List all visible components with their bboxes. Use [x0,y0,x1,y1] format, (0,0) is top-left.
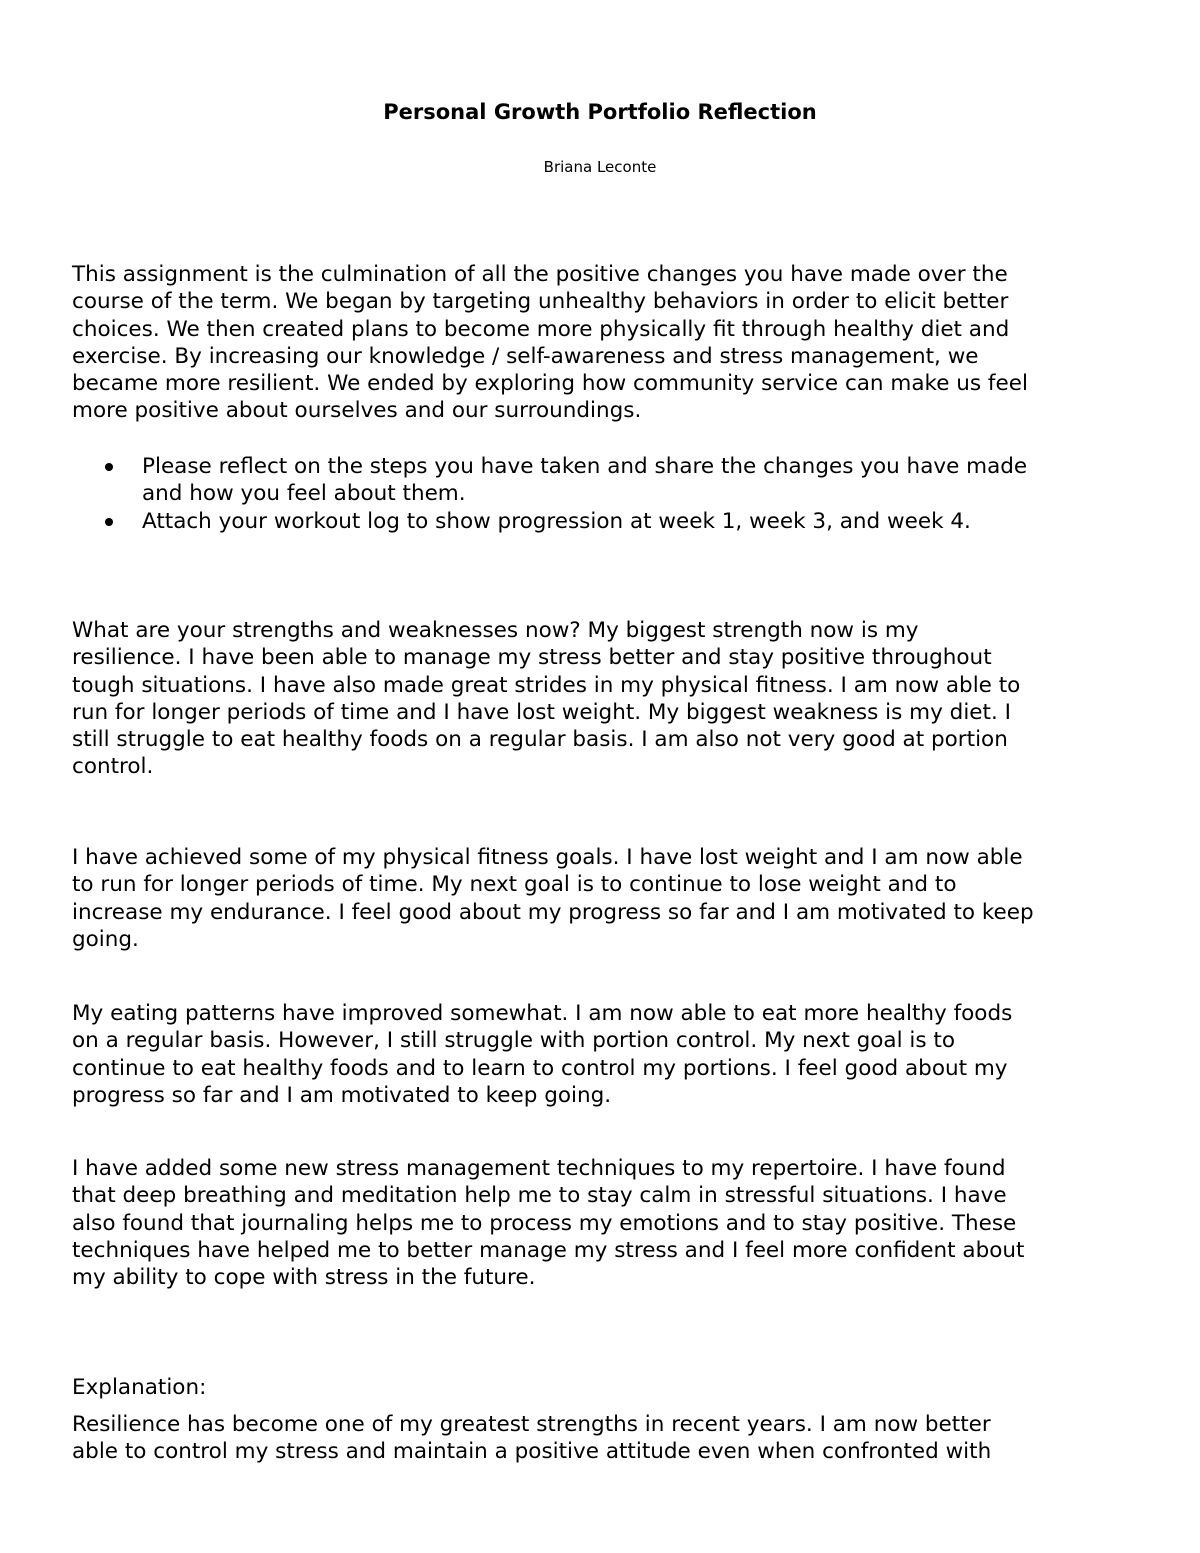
stress-line: that deep breathing and meditation help me to stay calm in stressful situations. I have [72,1183,1007,1209]
intro-line: became more resilient. We ended by exploring how community service can make us feel [72,371,1028,397]
stress-line: also found that journaling helps me to process my emotions and to stay positive. These [72,1210,1017,1236]
strengths-line: tough situations. I have also made great strides in my physical fitness. I am now able to [72,672,1021,698]
explanation-line: able to control my stress and maintain a positive attitude even when confronted with [72,1439,992,1465]
eating-paragraph [72,1000,1137,1109]
stress-paragraph [72,1155,1137,1291]
document-title: Personal Growth Portfolio Reflection [383,100,817,124]
eating-line: My eating patterns have improved somewhat. I am now able to eat more healthy foods [72,1001,1013,1026]
intro-paragraph [72,261,1137,425]
instruction-line: Attach your workout log to show progression at week 1, week 3, and week 4. [142,508,971,534]
intro-line: more positive about ourselves and our surroundings. [72,398,642,424]
eating-line: on a regular basis. However, I still struggle with portion control. My next goal is to [72,1028,956,1054]
eating-line: progress so far and I am motivated to keep going. [72,1082,612,1108]
intro-line: exercise. By increasing our knowledge / self-awareness and stress management, we [72,343,979,369]
fitness-line: to run for longer periods of time. My next goal is to continue to lose weight and to [72,872,957,898]
instruction-item [72,508,1137,535]
fitness-line: increase my endurance. I feel good about my progress so far and I am motivated to keep [72,899,1034,925]
instruction-line: and how you feel about them. [142,481,466,507]
strengths-line: What are your strengths and weaknesses now? My biggest strength now is my [72,618,919,643]
bullet-icon [105,463,113,471]
stress-line: techniques have helped me to better manage my stress and I feel more confident about [72,1237,1025,1263]
fitness-line: I have achieved some of my physical fitness goals. I have lost weight and I am now able [72,845,1023,870]
instruction-list [72,453,1137,535]
strengths-line: control. [72,754,154,780]
instruction-line: Please reflect on the steps you have taken and share the changes you have made [142,454,1028,479]
strengths-line: resilience. I have been able to manage my stress better and stay positive throughout [72,645,992,671]
author-name: Briana Leconte [543,158,657,176]
strengths-line: still struggle to eat healthy foods on a regular basis. I am also not very good at portion [72,727,1008,753]
fitness-paragraph [72,844,1137,953]
fitness-line: going. [72,926,139,952]
stress-line: my ability to cope with stress in the future. [72,1265,536,1291]
bullet-icon [105,518,113,526]
instruction-item [72,453,1137,508]
strengths-paragraph [72,617,1137,781]
intro-line: course of the term. We began by targeting unhealthy behaviors in order to elicit better [72,289,1009,315]
explanation-heading: Explanation: [72,1375,207,1400]
intro-line: This assignment is the culmination of all the positive changes you have made over the [72,262,1008,287]
explanation-line: Resilience has become one of my greatest strengths in recent years. I am now better [72,1412,991,1437]
eating-line: continue to eat healthy foods and to learn to control my portions. I feel good about my [72,1055,1008,1081]
intro-line: choices. We then created plans to become more physically fit through healthy diet and [72,316,1010,342]
stress-line: I have added some new stress management techniques to my repertoire. I have found [72,1156,1006,1181]
strengths-line: run for longer periods of time and I have lost weight. My biggest weakness is my diet. I [72,699,1011,725]
explanation-paragraph [72,1411,1137,1466]
